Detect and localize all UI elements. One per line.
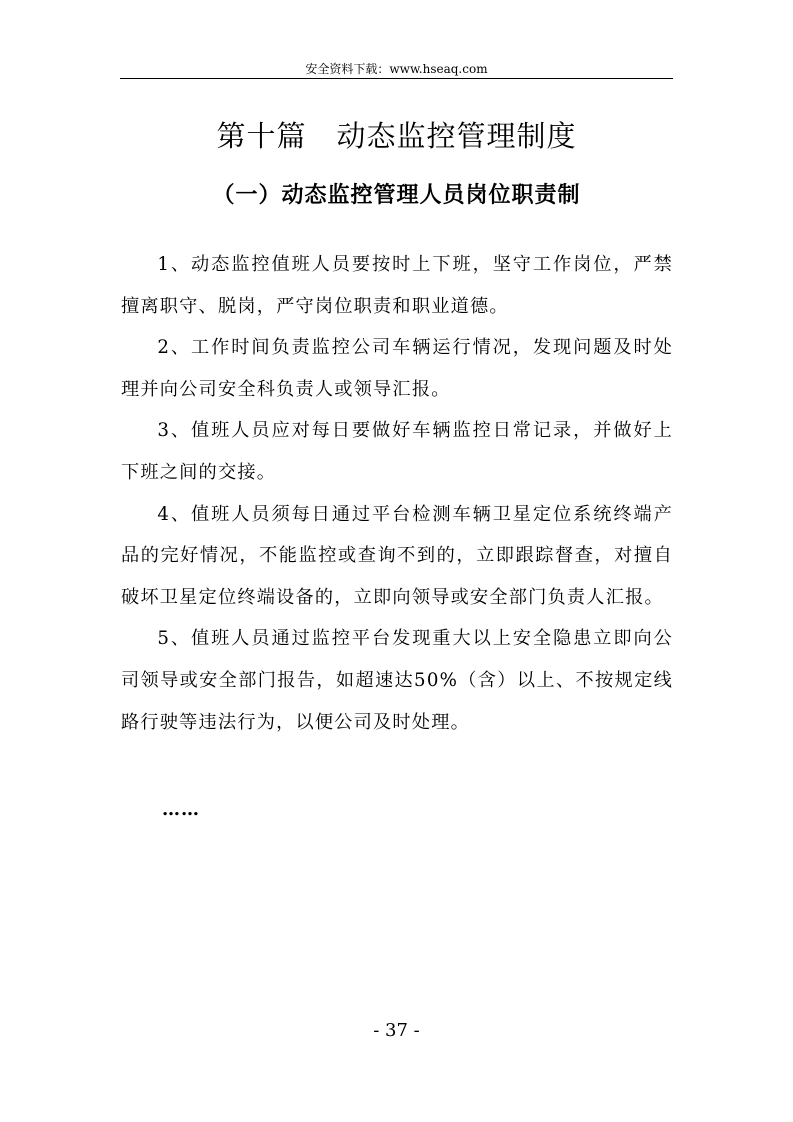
chapter-title: 第十篇 动态监控管理制度 — [216, 119, 577, 153]
page-number: - 37 - — [373, 1020, 420, 1041]
paragraph-5: 5、值班人员通过监控平台发现重大以上安全隐患立即向公司领导或安全部门报告，如超速达50%（含）以上、不按规定线路行驶等违法行为，以便公司及时处理。 — [121, 628, 673, 733]
page-header — [0, 61, 793, 77]
document-body — [121, 244, 673, 743]
header-divider — [120, 78, 673, 79]
paragraph-2: 2、工作时间负责监控公司车辆运行情况，发现问题及时处理并向公司安全科负责人或领导汇报。 — [121, 337, 673, 400]
header-text: 安全资料下载：www.hseaq.com — [305, 62, 488, 76]
paragraph-3: 3、值班人员应对每日要做好车辆监控日常记录，并做好上下班之间的交接。 — [121, 420, 673, 483]
section-subtitle: （一）动态监控管理人员岗位职责制 — [212, 182, 581, 208]
continuation-ellipsis: …… — [162, 799, 200, 820]
paragraph-4: 4、值班人员须每日通过平台检测车辆卫星定位系统终端产品的完好情况，不能监控或查询不到的，立即跟踪督查，对擅自破坏卫星定位终端设备的，立即向领导或安全部门负责人汇报。 — [121, 503, 673, 608]
paragraph-1: 1、动态监控值班人员要按时上下班，坚守工作岗位，严禁擅离职守、脱岗，严守岗位职责和职业道德。 — [121, 254, 673, 317]
